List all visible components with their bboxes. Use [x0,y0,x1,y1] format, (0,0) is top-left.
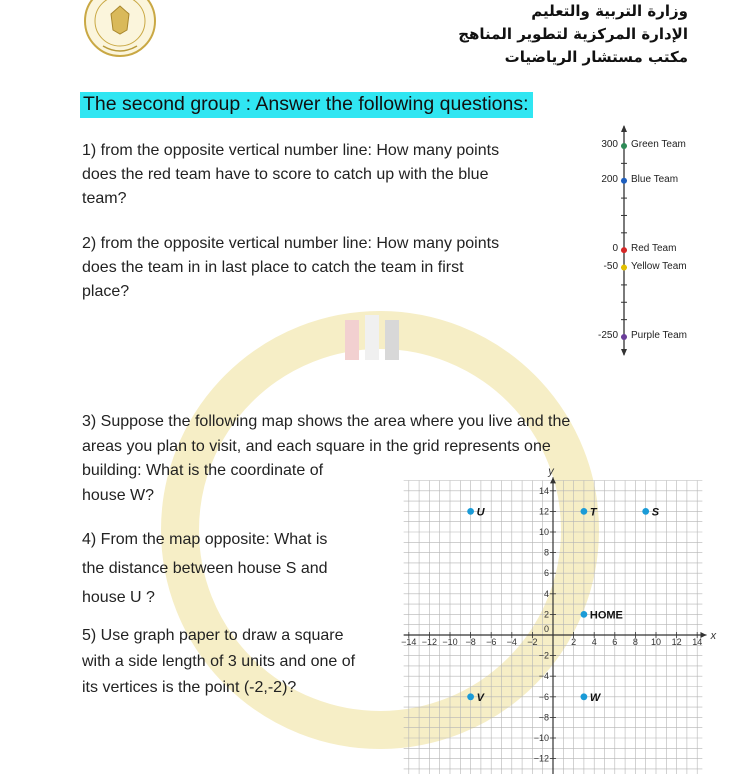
number-line-point [621,247,627,253]
map-point-u [467,508,474,515]
question-5-line-3: its vertices is the point (-2,-2)? [82,679,297,696]
question-4-line-3: house U ? [82,589,155,606]
question-3-line-3: building: What is the coordinate of [82,462,324,479]
map-point-home [581,611,588,618]
number-line-arrow-down [621,349,627,356]
x-tick-label: 8 [632,636,638,647]
number-line-team-label: Green Team [631,139,686,150]
question-2-line-2: does the team in in last place to catch the team in first [82,259,464,276]
number-line-point [621,143,627,149]
x-tick-label: 12 [671,636,682,647]
number-line-value-label: 0 [612,243,618,255]
map-point-label: S [651,506,660,519]
question-4 [82,525,328,612]
map-point-s [642,508,649,515]
number-line-point [621,334,627,340]
question-3-line-1: 3) Suppose the following map shows the area where you live and the [82,413,571,430]
y-tick-label: 14 [538,485,549,496]
map-point-v [467,693,474,700]
question-1-line-2: does the red team have to score to catch up with the blue [82,166,489,183]
question-4-line-1: 4) From the map opposite: What is [82,531,328,548]
map-point-label: HOME [589,609,623,622]
y-axis-label: y [548,465,554,478]
y-tick-label: −6 [538,691,549,702]
y-tick-label: −2 [538,650,549,661]
number-line-team-label: Purple Team [631,330,687,341]
map-point-label: T [589,506,597,519]
x-tick-label: −12 [421,636,438,647]
ministry-logo [83,0,157,58]
question-2-line-1: 2) from the opposite vertical number line: How many points [82,235,500,252]
ministry-header [458,0,688,69]
map-point-label: W [589,691,601,704]
x-tick-label: 14 [692,636,703,647]
number-line-value-label: 300 [601,139,618,150]
x-tick-label: −6 [486,636,497,647]
x-tick-label: 2 [571,636,577,647]
header-line-2: الإدارة المركزية لتطوير المناهج [458,25,688,43]
map-point-w [581,693,588,700]
y-tick-label: 12 [538,506,549,517]
y-tick-label: 8 [543,547,549,558]
group-title: The second group : Answer the following questions: [80,92,533,118]
y-tick-label: 2 [543,609,549,620]
origin-label: 0 [543,624,549,634]
question-5-line-2: with a side length of 3 units and one of [82,653,356,670]
y-tick-label: −12 [533,753,549,764]
x-axis-label: x [710,630,717,642]
x-tick-label: 10 [650,636,662,647]
x-tick-label: −8 [465,636,476,647]
number-line-axis [570,120,710,360]
question-1-line-3: team? [82,190,127,207]
x-tick-label: −10 [442,636,458,647]
y-tick-label: 10 [538,527,549,537]
header-line-1: وزارة التربية والتعليم [531,2,688,20]
number-line-point [621,265,627,271]
question-5-line-1: 5) Use graph paper to draw a square [82,627,344,644]
number-line-team-label: Yellow Team [631,260,687,272]
x-tick-label: −14 [401,636,417,647]
number-line-value-label: -50 [603,260,618,272]
map-point-label: V [476,691,484,704]
question-1-line-1: 1) from the opposite vertical number line: How many points [82,142,500,159]
question-1 [82,139,499,211]
number-line-value-label: 200 [601,173,618,185]
y-tick-label: −8 [538,712,549,723]
x-tick-label: 4 [591,636,597,647]
map-point-label: U [476,506,485,519]
question-3-line-4: house W? [82,486,155,504]
number-line-team-label: Red Team [631,243,677,255]
y-tick-label: −4 [538,671,549,682]
map-point-t [581,508,588,515]
y-tick-label: −10 [533,733,549,743]
number-line-team-label: Blue Team [631,173,679,185]
question-4-line-2: the distance between house S and [82,560,328,577]
question-3-line-2: areas you plan to visit, and each square in the grid represents one [82,437,551,455]
x-tick-label: −4 [506,636,517,647]
question-5 [82,623,355,701]
question-2-line-3: place? [82,283,130,300]
coordinate-grid-map [401,465,717,772]
question-2 [82,232,499,304]
y-tick-label: 6 [543,568,549,579]
x-tick-label: −2 [527,636,538,647]
header-line-3: مكتب مستشار الرياضيات [504,48,688,66]
x-tick-label: 6 [612,636,618,647]
number-line-arrow-up [621,125,627,132]
number-line-value-label: -250 [597,330,618,341]
number-line-point [621,178,627,184]
y-tick-label: 4 [543,588,549,599]
vertical-number-line [570,120,710,360]
